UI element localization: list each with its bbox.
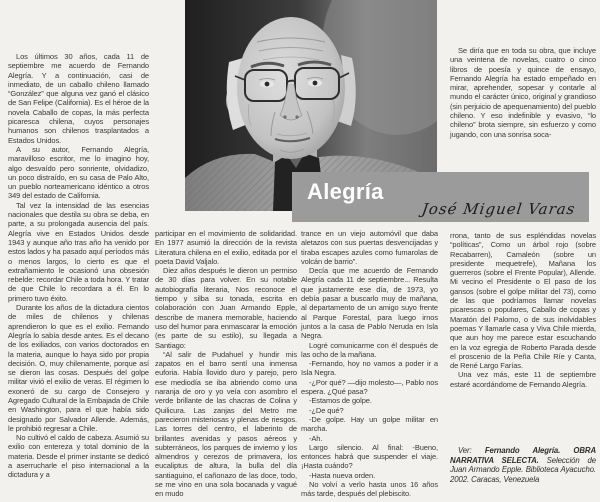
reference-prefix: Ver: xyxy=(458,446,485,455)
paragraph: “Al salir de Pudahuel y hundir mis zapatos en el barro sentí una inmensa euforia. Había llovido duro y parejo, pero ese mediodía se iba abriendo como una naranja de oro y yo veía con asombro el verde brillante de las chacras de Colina y Quilicura. Las zanjas del Metro me parecieron misteriosas y plenas de riesgos. Las torres del centro, el laberinto de brillantes avenidas y pasos aéreos y subterráneos, los parques de invierno y los almendros y cerezos de primavera, los eucaliptus de altura, la bulla del día santiaguino, el cañonazo de las doce, todo, se me vino en una sola bocanada y vagué en mudo xyxy=(155,349,297,499)
paragraph: No volví a verlo hasta unos 16 años más tarde, después del plebiscito. xyxy=(301,480,438,499)
paragraph: -Estamos de golpe. xyxy=(309,396,372,406)
reference-details: Selección de Juan Armando Epple. Biblioteca Ayacucho. 2002. Caracas, Venezuela xyxy=(450,455,596,484)
reference-note xyxy=(450,446,596,484)
paragraph: Se diría que en toda su obra, que incluye una veintena de novelas, cuatro o cinco libros de poesía y quince de ensayo, Fernando Alegría ha estado empeñado en mirar, aprehender, sopesar y contarle al mundo el carácter único, original y grandioso (sin perjuicio de apequenamiento) del pueblo chileno. Y eso indefinible y evasivo, “lo chileno” brota siempre, sin esfuerzo y como jugando, con una sonrisa soca- xyxy=(450,46,596,139)
paragraph: Una vez más, este 11 de septiembre estaré acordándome de Fernando Alegría. xyxy=(450,370,596,389)
paragraph: Diez años después le dieron un permiso de 30 días para volver. En su notable autobiografía literaria, Nos reconoce el tiempo y silba su tonada, escrita en colaboración con Juan Armando Epple, describe de manera memorable, haciendo uso del humor para enmascarar la emoción (es parte de su estilo), su llegada a Santiago: xyxy=(155,266,297,350)
paragraph: -De golpe. Hay un golpe militar en marcha. xyxy=(301,414,438,434)
paragraph: No cultivó el caldo de cabeza. Asumió su exilio con entereza y total dominio de la materia. Desde el primer instante se dedicó a aserrucharle el piso internacional a la dictadura y a xyxy=(8,433,149,480)
paragraph: Largo silencio. Al final: -Bueno, entonces habrá que suspender el viaje. ¡Hasta cuándo? xyxy=(301,442,438,471)
paragraph: Logré comunicarme con él después de las ocho de la mañana. xyxy=(301,340,438,359)
paragraph: -¿Por qué? —dijo molesto—, Pablo nos espera. ¿Qué pasa? xyxy=(301,377,438,397)
paragraph: Durante los años de la dictadura cientos de miles de chilenos y chilenas aprendieron lo que es el exilio. Fernando Alegría lo sabía desde antes. Es el decano de los exiliados, con varios doctorados en la materia, aunque lo haya sido por propia decisión. O, muy chilenamente, porque así se dieron las cosas. Después del golpe militar vivió el exilio de veras. El régimen lo exoneró de su cargo de Consejero y Agregado Cultural de la Embajada de Chile en Washington, para el que había sido designado por Salvador Allende. Además, le prohibió regresar a Chile. xyxy=(8,303,149,433)
text-column-4-bottom xyxy=(450,231,596,389)
text-column-3 xyxy=(301,229,438,499)
text-column-1 xyxy=(8,52,149,480)
paragraph: trance en un viejo automóvil que daba aletazos con sus puertas desvencijadas y tiraba escapes azules como fumarolas de volcán de barrio”. xyxy=(301,229,438,266)
paragraph: participar en el movimiento de solidaridad. En 1977 asumió la dirección de la revista Literatura chilena en el exilio, editada por el poeta David Valjalo. xyxy=(155,229,297,266)
paragraph: Los últimos 30 años, cada 11 de septiembre me acuerdo de Fernando Alegría. Y a continuación, casi de inmediato, de un caballo chileno llamado “González” que alguna vez ganó el clásico de San Felipe (California). Es el héroe de la novela Caballo de copas, la más perfecta picaresca chilena, cuyos personajes humanos son chilenos trasplantados a Estados Unidos. xyxy=(8,52,149,145)
text-column-2 xyxy=(155,229,297,499)
author-signature: José Miguel Varas xyxy=(420,200,577,218)
paragraph: rrona, tanto de sus espléndidas novelas “políticas”, Como un árbol rojo (sobre Recabarren), Camaleón (sobre un presidente mequetrefe), Mañana los guerreros (sobre el Frente Popular), Allende. Mi vecino el Presidente o El paso de los gansos (sobre el golpe militar del 73), como de las que podríamos llamar novelas picarescas o populares, Caballo de copas y Maratón del Palomo, o de sus inolvidables poemas Y llamarle casa y Viva Chile mierda, que aun hoy me parece estar escuchando en la voz egregia de Roberto Parada desde el proscenio de la Peña Chile Ríe y Canta, de René Largo Farías. xyxy=(450,231,596,371)
paragraph: A su autor, Fernando Alegría, maravilloso escritor, me lo imagino hoy, algo desvaído pero sonriente, olvidadizo, un poco distraído, en su casa de Palo Alto, un pueblo norteamericano idéntico a otros 349 del estado de California. xyxy=(8,144,149,201)
paragraph: -¿De qué? xyxy=(309,405,344,415)
article-title: Alegría xyxy=(307,179,384,204)
text-column-4-top xyxy=(450,46,596,139)
paragraph: -Hasta nueva orden. xyxy=(309,470,376,480)
paragraph: Decía que me acuerdo de Fernando Alegría cada 11 de septiembre... Resulta que justamente ese día, de 1973, yo debía pasar a buscarlo muy de mañana, al departamento de un amigo suyo frente al Parque Forestal, para luego irnos juntos a la casa de Pablo Neruda en Isla Negra. xyxy=(301,266,438,341)
reference-work-title: Fernando Alegría. OBRA NARRATIVA SELECTA. xyxy=(450,446,596,465)
paragraph: -Ah. xyxy=(309,433,323,443)
title-banner xyxy=(292,172,589,222)
paragraph: Tal vez la intensidad de las esencias nacionales que destila su obra se deba, en parte, a su prolongada ausencia del país. Alegría vive en Estados Unidos desde 1943 y aunque año tras año ha venido por estos lados y ha pasado aquí períodos más o menos largos, lo cierto es que el extrañamiento le ocasionó una obsesión rebelde: recordar Chile a toda hora. Y tratar de que Chile lo recordara a él. En lo primero tuvo éxito. xyxy=(8,200,149,303)
paragraph: -Fernando, hoy no vamos a poder ir a Isla Negra. xyxy=(301,359,438,378)
